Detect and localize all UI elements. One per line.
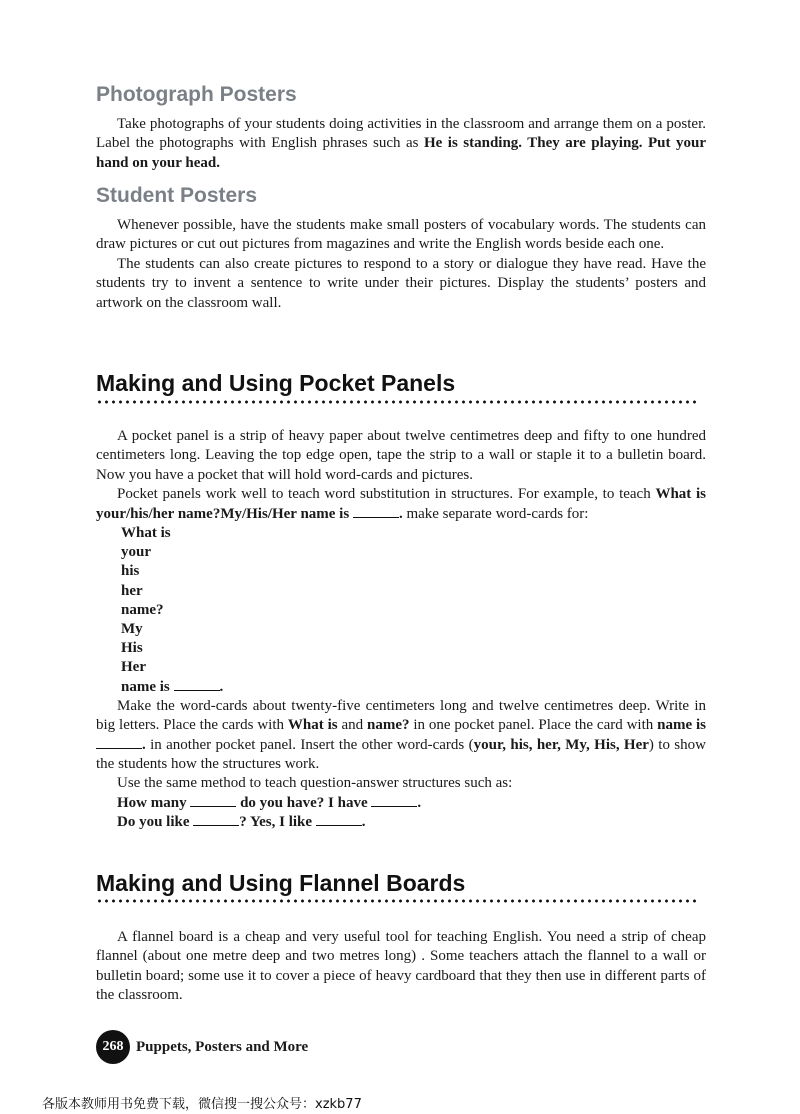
- blank-line: [316, 813, 362, 826]
- blank-line: [193, 813, 239, 826]
- blank-line: [353, 505, 399, 518]
- footer-title: Puppets, Posters and More: [136, 1038, 309, 1055]
- word-card-item: name is .: [121, 678, 224, 695]
- page-number-badge: 268: [96, 1030, 130, 1064]
- pocket-panels-paragraph-2: Pocket panels work well to teach word substitution in structures. For example, to teach What is your/his/her name?My/His/Her name is . make separate word-cards for:: [96, 486, 706, 522]
- word-card-item: name?: [121, 601, 164, 618]
- word-card-item: Her: [121, 659, 146, 676]
- blank-line: [190, 794, 236, 807]
- blank-line: [371, 794, 417, 807]
- pocket-panels-paragraph-1: A pocket panel is a strip of heavy paper about twelve centimetres deep and fifty to one hundred centimeters long. Leaving the top edge open, tape the strip to a wall or staple it to a bulletin board. Now you have a pocket that will hold word-cards and pictures.: [96, 428, 706, 483]
- section-divider-dots: [96, 400, 700, 404]
- word-card-item: His: [121, 640, 143, 657]
- download-note: 各版本教师用书免费下载，微信搜一搜公众号：xzkb77: [42, 1097, 362, 1112]
- photograph-posters-paragraph: Take photographs of your students doing activities in the classroom and arrange them on a poster. Label the photographs with English phrases such as He is standing. They are playing. Put your hand on your head.: [96, 116, 706, 171]
- pocket-panels-body: [96, 427, 706, 833]
- flannel-boards-paragraph: A flannel board is a cheap and very useful tool for teaching English. You need a strip of cheap flannel (about one metre deep and two metres long) . Some teachers attach the flannel to a wall or bulletin board; some use it to cover a piece of heavy cardboard that they then use in different parts of the classroom.: [96, 929, 706, 1004]
- blank-line: [174, 678, 220, 691]
- student-posters-paragraph-1: Whenever possible, have the students make small posters of vocabulary words. The students can draw pictures or cut out pictures from magazines and write the English words beside each one.: [96, 217, 706, 253]
- student-posters-paragraph-2: The students can also create pictures to respond to a story or dialogue they have read. Have the students try to invent a sentence to write under their pictures. Display the students’ posters and artwork on the classroom wall.: [96, 255, 706, 311]
- flannel-boards-body: [96, 928, 706, 1006]
- heading-student-posters: Student Posters: [96, 184, 258, 207]
- student-posters-body: [96, 216, 706, 313]
- word-card-item: your: [121, 544, 151, 561]
- example-how-many: How many do you have? I have .: [117, 794, 422, 811]
- page-footer: [96, 1030, 308, 1064]
- pocket-panels-paragraph-4: Use the same method to teach question-answer structures such as:: [117, 775, 513, 792]
- word-card-item: her: [121, 582, 143, 599]
- word-card-item: My: [121, 621, 143, 638]
- section-divider-dots: [96, 899, 700, 903]
- pocket-panels-paragraph-3: Make the word-cards about twenty-five centimeters long and twelve centimetres deep. Write in big letters. Place the cards with What is and name? in one pocket panel. Place the card with name is . in another pocket panel. Insert the other word-cards (your, his, her, My, His, Her) to show the students how the structures work.: [96, 697, 706, 773]
- photograph-posters-body: [96, 115, 706, 173]
- heading-pocket-panels: Making and Using Pocket Panels: [96, 370, 456, 396]
- heading-flannel-boards: Making and Using Flannel Boards: [96, 870, 466, 896]
- word-card-item: What is: [121, 525, 171, 542]
- example-do-you-like: Do you like ? Yes, I like .: [117, 814, 366, 831]
- word-card-item: his: [121, 563, 140, 580]
- word-card-list: [96, 524, 706, 697]
- blank-line: [96, 736, 142, 749]
- heading-photograph-posters: Photograph Posters: [96, 83, 297, 106]
